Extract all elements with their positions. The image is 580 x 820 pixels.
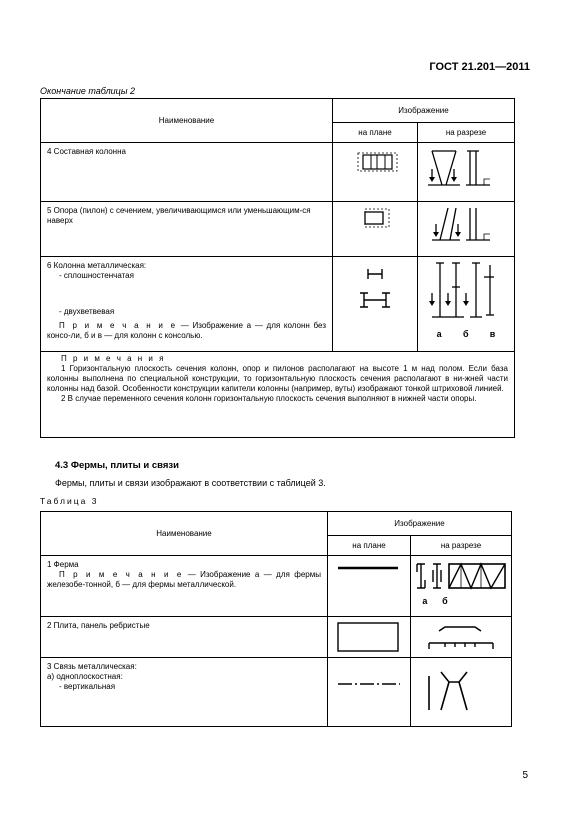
note-1: 1 Горизонтальную плоскость сечения колонн, опор и пилонов располагают на высоте 1 м над полом. Если база колонны выполнена по специальной конструкции, то горизонтальную плоскость сечения располагают в ни-жней части колонны над базой. Особенности конструкции капители колонны (например, вуты) изображают тонкой штриховой линией. [47,364,508,393]
note-2: 2 В случае переменного сечения колонн горизонтальную плоскость сечения выполняют в нижней части опоры. [61,394,477,403]
row-name: 6 Колонна металлическая: [47,261,147,270]
row-subitem: - вертикальная [59,682,116,691]
variant-label-b: б [442,596,448,606]
col-plan-header: на плане [328,536,411,556]
row-name: 5 Опора (пилон) с сечением, увеличивающимся или уменьшающим-ся наверх [41,202,333,257]
row-subitem: - сплошностенчатая [59,271,134,280]
col-name-header: Наименование [41,99,333,143]
bracing-section-symbol [411,658,512,727]
pylon-plan-symbol [333,202,418,257]
page-number: 5 [522,770,528,781]
variant-label-b: б [462,329,469,339]
row-name: 2 Плита, панель ребристые [41,617,328,658]
col-section-header: на разрезе [418,123,515,143]
table-2 [40,98,515,438]
pylon-section-symbol [418,202,515,257]
section-text: Фермы, плиты и связи изображают в соответствии с таблицей 3. [55,478,326,488]
col-section-header: на разрезе [411,536,512,556]
metal-column-section-symbols [418,257,515,352]
col-plan-header: на плане [333,123,418,143]
composite-column-section-symbol [418,143,515,202]
bracing-plan-symbol [328,658,411,727]
table-row [41,257,515,352]
table-row [41,556,512,617]
table-notes-row [41,352,515,438]
col-name-header: Наименование [41,512,328,556]
table-row [41,617,512,658]
table-row [41,658,512,727]
row-subitem: - двухветвевая [59,307,115,316]
document-code: ГОСТ 21.201—2011 [429,61,530,73]
table2-continuation: Окончание таблицы 2 [40,86,135,96]
row-subitem: а) одноплоскостная: [47,672,123,681]
slab-section-symbol [411,617,512,658]
table2-notes [41,352,515,438]
variant-label-a: а [422,596,428,606]
slab-plan-symbol [328,617,411,658]
row-note: П р и м е ч а н и е — Изображение а — для колонн без консо-ли, б и в — для колонн с консолью. [47,321,326,340]
row-metal-column [41,257,333,352]
metal-column-plan-symbols [333,257,418,352]
variant-label-v: в [489,329,496,339]
truss-plan-symbol [328,556,411,617]
row-bracing [41,658,328,727]
row-name: 4 Составная колонна [41,143,333,202]
table-3 [40,511,512,727]
row-truss [41,556,328,617]
variant-label-a: а [436,329,442,339]
row-name: 3 Связь металлическая: [47,662,137,671]
table-row [41,143,515,202]
table3-caption: Таблица 3 [40,496,99,506]
row-name: 1 Ферма [47,560,79,569]
col-image-header: Изображение [333,99,515,123]
notes-title: П р и м е ч а н и я [61,354,166,363]
table-row [41,202,515,257]
col-image-header: Изображение [328,512,512,536]
truss-section-symbols [411,556,512,617]
row-note: П р и м е ч а н и е — Изображение а — для фермы железобе-тонной, б — для фермы металлической. [47,570,321,589]
section-title: 4.3 Фермы, плиты и связи [55,460,179,471]
composite-column-plan-symbol [333,143,418,202]
